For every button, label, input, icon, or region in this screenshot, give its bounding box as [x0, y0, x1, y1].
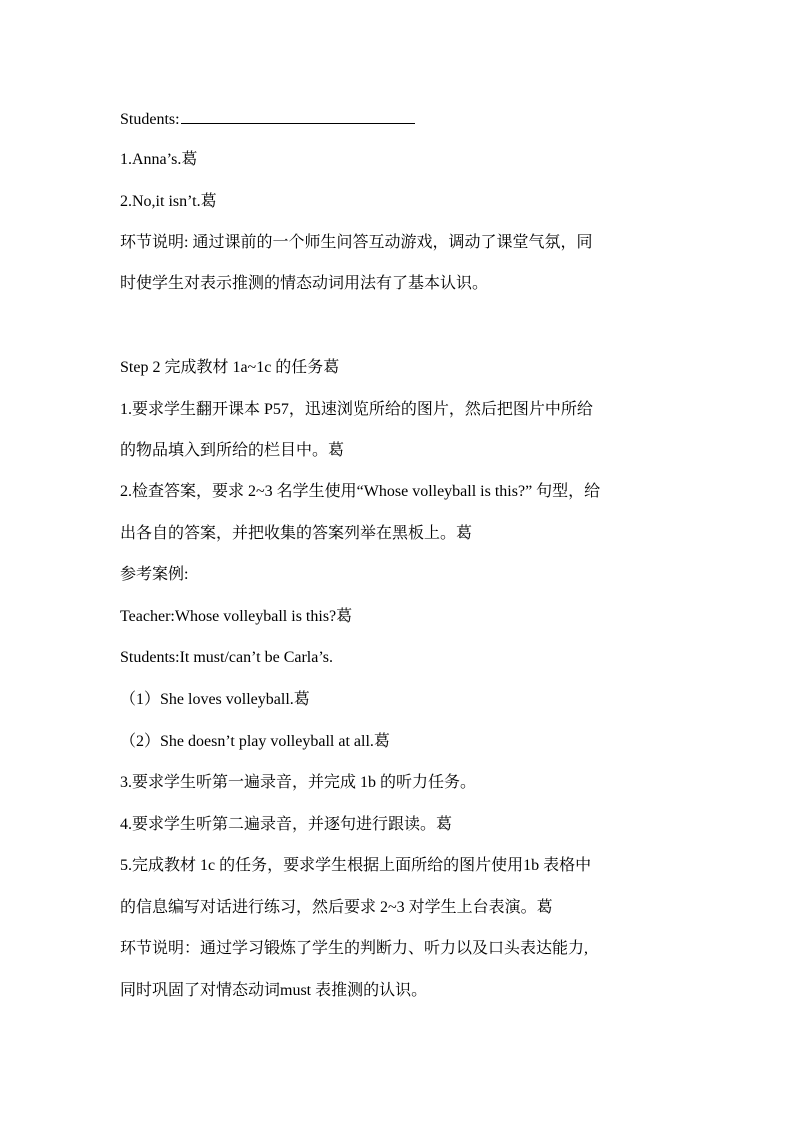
reference-example-label: 参考案例: — [120, 566, 189, 583]
teacher-line: Teacher:Whose volleyball is this?葛 — [120, 608, 353, 625]
section-note-2a: 环节说明：通过学习锻炼了学生的判断力、听力以及口头表达能力, — [120, 940, 589, 957]
students-label: Students: — [120, 111, 180, 128]
task-1-line-1: 1.要求学生翻开课本 P57，迅速浏览所给的图片，然后把图片中所给 — [120, 401, 593, 418]
task-2-line-1: 2.检查答案，要求 2~3 名学生使用“Whose volleyball is this?” 句型，给 — [120, 483, 601, 500]
task-2-line-2: 出各自的答案，并把收集的答案列举在黑板上。葛 — [120, 525, 473, 542]
answer-blank — [181, 107, 415, 124]
task-5-line-1: 5.完成教材 1c 的任务，要求学生根据上面所给的图片使用1b 表格中 — [120, 857, 592, 874]
answer-2: 2.No,it isn’t.葛 — [120, 193, 217, 210]
task-1-line-2: 的物品填入到所给的栏目中。葛 — [120, 442, 345, 459]
task-3: 3.要求学生听第一遍录音，并完成 1b 的听力任务。 — [120, 774, 477, 791]
reason-1: （1）She loves volleyball.葛 — [120, 691, 310, 708]
section-note-1b: 时使学生对表示推测的情态动词用法有了基本认识。 — [120, 275, 489, 292]
task-5-line-2: 的信息编写对话进行练习，然后要求 2~3 对学生上台表演。葛 — [120, 899, 553, 916]
students-line — [120, 107, 415, 130]
section-note-1a: 环节说明: 通过课前的一个师生问答互动游戏，调动了课堂气氛，同 — [120, 234, 593, 251]
students-reply-line: Students:It must/can’t be Carla’s. — [120, 649, 334, 666]
section-note-2b: 同时巩固了对情态动词must 表推测的认识。 — [120, 982, 428, 999]
task-4: 4.要求学生听第二遍录音，并逐句进行跟读。葛 — [120, 816, 453, 833]
reason-2: （2）She doesn’t play volleyball at all.葛 — [120, 733, 390, 750]
step-2-heading: Step 2 完成教材 1a~1c 的任务葛 — [120, 359, 340, 376]
answer-1: 1.Anna’s.葛 — [120, 151, 198, 168]
